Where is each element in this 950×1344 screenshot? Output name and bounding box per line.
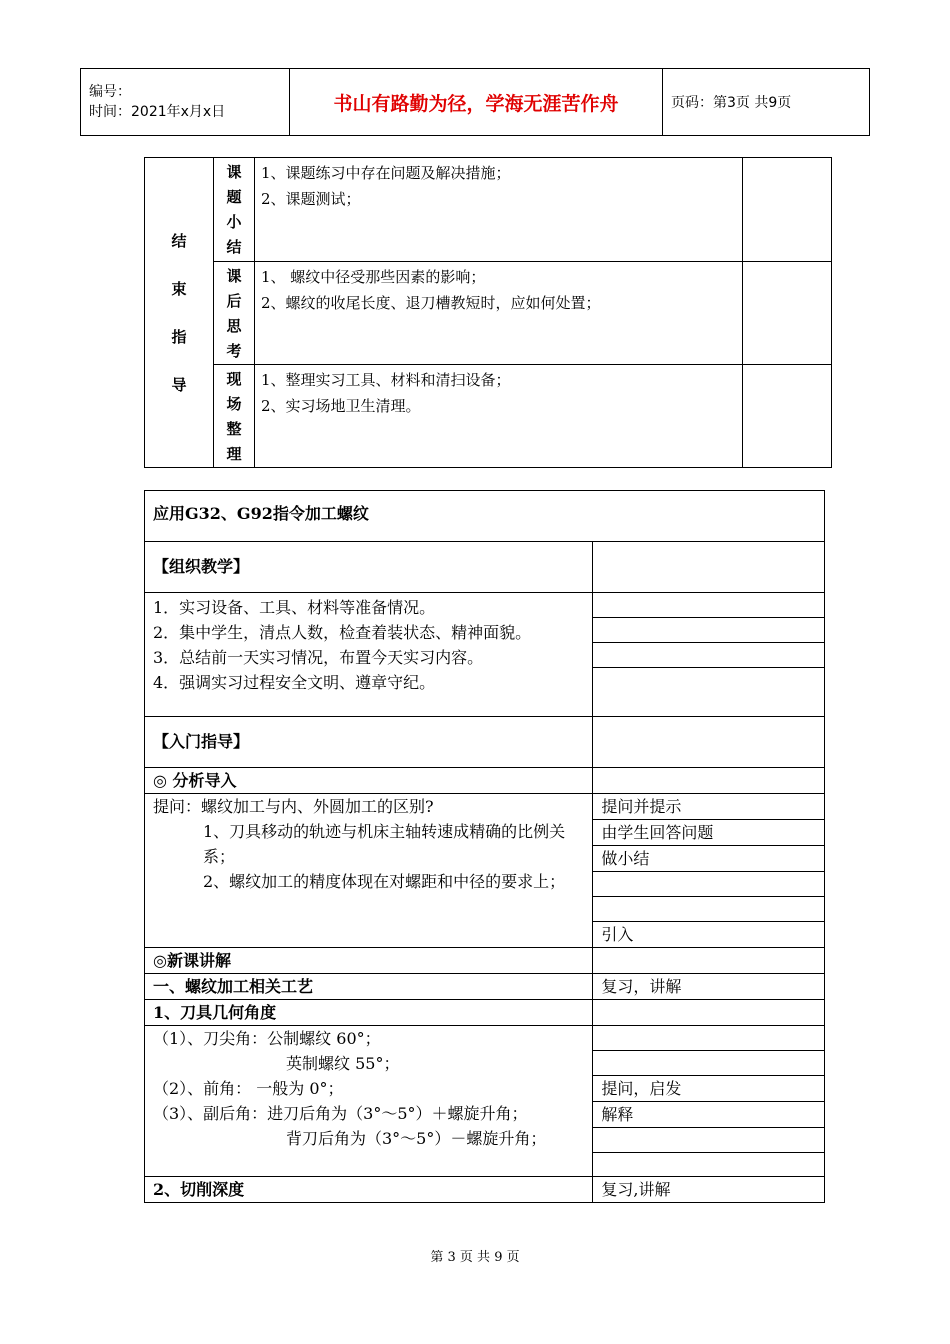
angles-block: （1）、刀尖角：公制螺纹 60°； 英制螺纹 55°； （2）、前角： 一般为 0°； （3）、副后角：进刀后角为（3°～5°）＋螺旋升角； 背刀后角为（3°～5°）－螺旋升角； (145, 1026, 593, 1177)
cleanup-content: 1、整理实习工具、材料和清扫设备； 2、实习场地卫生清理。 (255, 365, 743, 468)
question-block: 提问：螺纹加工与内、外圆加工的区别? 1、刀具移动的轨迹与机床主轴转速成精确的比例关系； 2、螺纹加工的精度体现在对螺距和中径的要求上； (145, 794, 593, 948)
organize-items: 1．实习设备、工具、材料等准备情况。 2．集中学生，清点人数，检查着装状态、精神面貌。 3．总结前一天实习情况，布置今天实习内容。 4．强调实习过程安全文明、遵章守纪。 (145, 593, 593, 717)
reflection-content: 1、 螺纹中径受那些因素的影响； 2、螺纹的收尾长度、退刀槽教短时，应如何处置； (255, 262, 743, 365)
empty-cell (593, 1153, 825, 1177)
page-footer: 第 3 页 共 9 页 (430, 1250, 520, 1265)
subtopic2-right: 复习,讲解 (593, 1177, 825, 1203)
empty-cell (593, 668, 825, 717)
right-introduce: 引入 (593, 922, 825, 948)
right-answer: 由学生回答问题 (593, 820, 825, 846)
row-label-summary: 课 题 小 结 (214, 158, 255, 262)
topic1-right: 复习，讲解 (593, 974, 825, 1000)
lesson-plan-table (144, 490, 825, 1203)
empty-cell (593, 618, 825, 643)
section-organize: 【组织教学】 (145, 542, 593, 593)
lesson-title: 应用G32、G92指令加工螺纹 (145, 491, 825, 542)
time-label: 时间：2021年x月x日 (89, 104, 226, 120)
row-label-reflection: 课 后 思 考 (214, 262, 255, 365)
empty-cell (593, 1000, 825, 1026)
number-label: 编号： (89, 84, 131, 100)
empty-cell (743, 365, 832, 468)
empty-cell (593, 948, 825, 974)
motto: 书山有路勤为径，学海无涯苦作舟 (290, 69, 663, 136)
group-label: 结 束 指 导 (145, 158, 214, 468)
empty-cell (593, 593, 825, 618)
empty-cell (743, 262, 832, 365)
header-left (81, 69, 290, 136)
empty-cell (593, 643, 825, 668)
row-label-cleanup: 现 场 整 理 (214, 365, 255, 468)
empty-cell (743, 158, 832, 262)
analysis-heading: ◎ 分析导入 (145, 768, 593, 794)
right-explain: 解释 (593, 1102, 825, 1128)
empty-cell (593, 872, 825, 897)
header-table (80, 68, 870, 136)
right-summary: 做小结 (593, 846, 825, 872)
empty-cell (593, 542, 825, 593)
right-prompt: 提问，启发 (593, 1076, 825, 1102)
summary-content: 1、课题练习中存在问题及解决措施； 2、课题测试； (255, 158, 743, 262)
right-ask: 提问并提示 (593, 794, 825, 820)
subtopic1-heading: 1、刀具几何角度 (145, 1000, 593, 1026)
subtopic2-heading: 2、切削深度 (145, 1177, 593, 1203)
closing-guidance-table (144, 157, 832, 468)
empty-cell (593, 897, 825, 922)
topic1-heading: 一、螺纹加工相关工艺 (145, 974, 593, 1000)
section-intro: 【入门指导】 (145, 717, 593, 768)
empty-cell (593, 768, 825, 794)
new-lesson-heading: ◎新课讲解 (145, 948, 593, 974)
empty-cell (593, 1026, 825, 1051)
page-info: 页码：第3页 共9页 (663, 69, 870, 136)
empty-cell (593, 1051, 825, 1076)
empty-cell (593, 1128, 825, 1153)
empty-cell (593, 717, 825, 768)
